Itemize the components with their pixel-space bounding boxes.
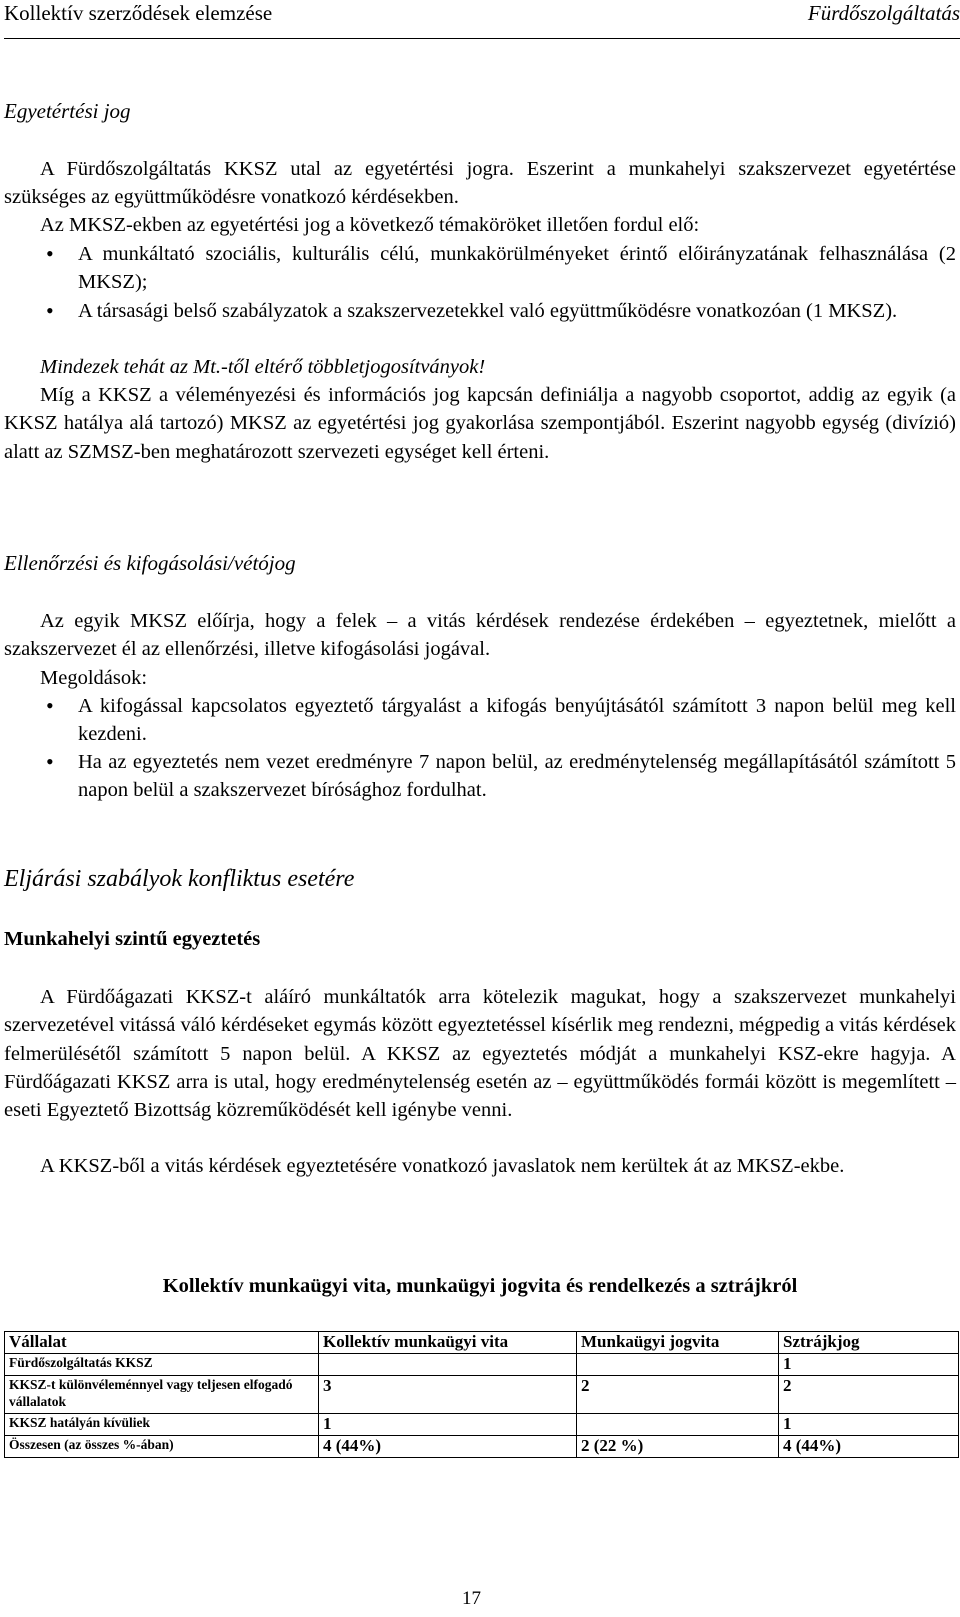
table-cell: KKSZ hatályán kívüliek [5, 1414, 319, 1436]
section-title-egyetertesi-jog: Egyetértési jog [4, 99, 131, 123]
table-header-cell: Sztrájkjog [779, 1332, 959, 1354]
table-cell: 3 [319, 1376, 577, 1414]
table-cell [319, 1354, 577, 1376]
table-header-cell: Munkaügyi jogvita [577, 1332, 779, 1354]
paragraph: Míg a KKSZ a véleményezési és információs jog kapcsán definiálja a nagyobb csoportot, addig az egyik (a KKSZ hatálya alá tartozó) MKSZ az egyetértési jog gyakorlása szempontjából. Eszerint nagyobb egység (divízió) alatt az SZMSZ-ben meghatározott szervezeti egységet kell érteni. [4, 384, 956, 463]
table-row [5, 1414, 959, 1436]
paragraph: A KKSZ-ből a vitás kérdések egyeztetésére vonatkozó javaslatok nem kerültek át az MKSZ-ekbe. [40, 1155, 845, 1177]
table-cell: KKSZ-t különvéleménnyel vagy teljesen elfogadó vállalatok [5, 1376, 319, 1414]
running-header [4, 0, 960, 39]
bullet-icon: • [46, 241, 54, 266]
paragraph: Az egyik MKSZ előírja, hogy a felek – a vitás kérdések rendezése érdekében – egyeztetnek, mielőtt a szakszervezet él az ellenőrzési, illetve kifogásolási jogával. [4, 610, 956, 661]
bullet-icon: • [46, 749, 54, 774]
subsection-title: Munkahelyi szintű egyeztetés [4, 928, 261, 950]
bullet-icon: • [46, 693, 54, 718]
table-header-cell: Vállalat [5, 1332, 319, 1354]
section-title-ellenorzesi-jog: Ellenőrzési és kifogásolási/vétójog [4, 551, 296, 575]
table-title: Kollektív munkaügyi vita, munkaügyi jogvita és rendelkezés a sztrájkról [162, 1275, 798, 1297]
table-row [5, 1436, 959, 1458]
table-cell: 2 [779, 1376, 959, 1414]
table-header-cell: Kollektív munkaügyi vita [319, 1332, 577, 1354]
table-cell: 4 (44%) [319, 1436, 577, 1458]
bullet-item [46, 748, 956, 805]
table-cell: 1 [319, 1414, 577, 1436]
page-number: 17 [462, 1588, 481, 1609]
bullet-text: Ha az egyeztetés nem vezet eredményre 7 napon belül, az eredménytelenség megállapításától számított 5 napon belül a szakszervezet bírósághoz fordulhat. [78, 751, 956, 802]
paragraph: A Fürdőágazati KKSZ-t aláíró munkáltatók arra kötelezik magukat, hogy a szakszervezet munkahelyi szervezetével vitássá váló kérdéseket egymás között egyeztetéssel kísérlik meg rendezni, mégpedig a vitás kérdések felmerülésétől számított 5 napon belül. A KKSZ az egyeztetés módját a munkahelyi KSZ-ekre hagyja. A Fürdőágazati KKSZ arra is utal, hogy eredménytelenség esetén az – együttműködés formái között is megemlített – eseti Egyeztető Bizottság közreműködését kell igénybe venni. [4, 986, 956, 1122]
table-cell: 2 [577, 1376, 779, 1414]
bullet-text: A társasági belső szabályzatok a szakszervezetekkel való együttműködésre vonatkozóan (1 MKSZ). [78, 300, 898, 322]
bullet-item [46, 692, 956, 749]
bullet-item [46, 297, 956, 325]
bullet-text: A munkáltató szociális, kulturális célú, munkakörülményeket érintő előirányzatának felhasználása (2 MKSZ); [78, 243, 956, 294]
bullet-item [46, 240, 956, 297]
table-cell: 2 (22 %) [577, 1436, 779, 1458]
table-cell: 1 [779, 1354, 959, 1376]
paragraph: Az MKSZ-ekben az egyetértési jog a következő témaköröket illetően fordul elő: [40, 214, 700, 236]
table-row [5, 1376, 959, 1414]
table-cell: Fürdőszolgáltatás KKSZ [5, 1354, 319, 1376]
solutions-label: Megoldások: [40, 667, 148, 689]
bullet-text: A kifogással kapcsolatos egyeztető tárgyalást a kifogás benyújtásától számított 3 napon belül meg kell kezdeni. [78, 695, 956, 746]
italic-note: Mindezek tehát az Mt.-től eltérő többletjogosítványok! [40, 356, 486, 378]
header-right-title: Fürdőszolgáltatás [807, 1, 960, 25]
table-header-row [5, 1332, 959, 1354]
section-title-eljarasi-szabalyok: Eljárási szabályok konfliktus esetére [4, 866, 355, 892]
table-cell: 4 (44%) [779, 1436, 959, 1458]
table-cell [577, 1354, 779, 1376]
summary-table [4, 1331, 959, 1458]
table-cell [577, 1414, 779, 1436]
table-row [5, 1354, 959, 1376]
header-left-title: Kollektív szerződések elemzése [4, 1, 273, 25]
bullet-icon: • [46, 298, 54, 323]
paragraph: A Fürdőszolgáltatás KKSZ utal az egyetértési jogra. Eszerint a munkahelyi szakszervezet egyetértése szükséges az együttműködésre vonatkozó kérdésekben. [4, 158, 956, 209]
table-cell: Összesen (az összes %-ában) [5, 1436, 319, 1458]
table-cell: 1 [779, 1414, 959, 1436]
